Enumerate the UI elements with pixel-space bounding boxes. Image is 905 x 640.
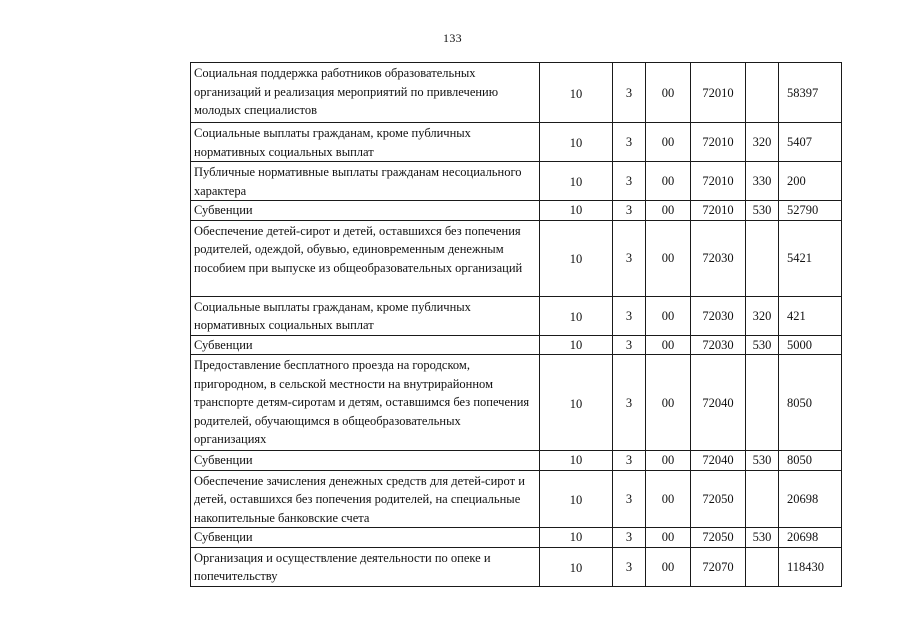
- cell-vr: 330: [746, 162, 779, 201]
- cell-vr: 530: [746, 201, 779, 221]
- table-row: [191, 528, 842, 548]
- cell-amount: 20698: [779, 470, 842, 528]
- table-row: [191, 162, 842, 201]
- table-row: [191, 63, 842, 123]
- cell-csr: 72050: [691, 528, 746, 548]
- cell-rz: 10: [540, 162, 613, 201]
- cell-amount: 52790: [779, 201, 842, 221]
- row-name: Социальная поддержка работников образовательных организаций и реализация мероприятий по привлечению молодых специалистов: [191, 63, 540, 123]
- table-row: [191, 547, 842, 586]
- cell-pr: 3: [613, 355, 646, 451]
- cell-csr: 72010: [691, 123, 746, 162]
- row-name: Предоставление бесплатного проезда на городском, пригородном, в сельской местности на внутрирайонном транспорте детям-сиротам и детям, оставшимся без попечения родителей, обучающимся в общеобразовательных организациях: [191, 355, 540, 451]
- cell-pr: 3: [613, 528, 646, 548]
- row-name: Обеспечение зачисления денежных средств для детей-сирот и детей, оставшихся без попечения родителей, на специальные накопительные банковские счета: [191, 470, 540, 528]
- cell-pr: 3: [613, 162, 646, 201]
- cell-rz: 10: [540, 296, 613, 335]
- cell-vr: [746, 63, 779, 123]
- cell-rz: 10: [540, 451, 613, 471]
- cell-amount: 5407: [779, 123, 842, 162]
- table-row: [191, 220, 842, 296]
- cell-csr: 72070: [691, 547, 746, 586]
- row-name: Социальные выплаты гражданам, кроме публичных нормативных социальных выплат: [191, 296, 540, 335]
- cell-rz: 10: [540, 63, 613, 123]
- cell-sub: 00: [646, 451, 691, 471]
- cell-pr: 3: [613, 335, 646, 355]
- cell-rz: 10: [540, 335, 613, 355]
- cell-rz: 10: [540, 547, 613, 586]
- cell-pr: 3: [613, 470, 646, 528]
- cell-sub: 00: [646, 162, 691, 201]
- cell-amount: 58397: [779, 63, 842, 123]
- cell-vr: 530: [746, 451, 779, 471]
- cell-pr: 3: [613, 451, 646, 471]
- cell-csr: 72010: [691, 63, 746, 123]
- cell-rz: 10: [540, 355, 613, 451]
- cell-amount: 8050: [779, 451, 842, 471]
- table-row: [191, 123, 842, 162]
- table-row: [191, 451, 842, 471]
- cell-csr: 72030: [691, 220, 746, 296]
- cell-csr: 72030: [691, 296, 746, 335]
- table-body: [191, 63, 842, 587]
- cell-vr: 530: [746, 335, 779, 355]
- cell-pr: 3: [613, 220, 646, 296]
- cell-amount: 5000: [779, 335, 842, 355]
- cell-csr: 72010: [691, 201, 746, 221]
- table-row: [191, 201, 842, 221]
- cell-sub: 00: [646, 201, 691, 221]
- row-name: Субвенции: [191, 528, 540, 548]
- page-number: 133: [443, 31, 462, 45]
- table-row: [191, 296, 842, 335]
- cell-pr: 3: [613, 296, 646, 335]
- cell-rz: 10: [540, 528, 613, 548]
- cell-amount: 5421: [779, 220, 842, 296]
- cell-vr: 320: [746, 296, 779, 335]
- cell-sub: 00: [646, 296, 691, 335]
- cell-csr: 72010: [691, 162, 746, 201]
- cell-sub: 00: [646, 123, 691, 162]
- cell-pr: 3: [613, 123, 646, 162]
- cell-sub: 00: [646, 528, 691, 548]
- cell-rz: 10: [540, 220, 613, 296]
- cell-csr: 72030: [691, 335, 746, 355]
- cell-sub: 00: [646, 335, 691, 355]
- row-name: Обеспечение детей-сирот и детей, оставшихся без попечения родителей, одеждой, обувью, единовременным денежным пособием при выпуске из общеобразовательных организаций: [191, 220, 540, 296]
- cell-pr: 3: [613, 201, 646, 221]
- row-name: Социальные выплаты гражданам, кроме публичных нормативных социальных выплат: [191, 123, 540, 162]
- cell-rz: 10: [540, 201, 613, 221]
- cell-rz: 10: [540, 470, 613, 528]
- cell-sub: 00: [646, 63, 691, 123]
- row-name: Субвенции: [191, 451, 540, 471]
- row-name: Субвенции: [191, 335, 540, 355]
- cell-amount: 20698: [779, 528, 842, 548]
- row-name: Публичные нормативные выплаты гражданам несоциального характера: [191, 162, 540, 201]
- cell-sub: 00: [646, 547, 691, 586]
- cell-csr: 72040: [691, 355, 746, 451]
- cell-amount: 118430: [779, 547, 842, 586]
- cell-sub: 00: [646, 470, 691, 528]
- cell-amount: 8050: [779, 355, 842, 451]
- cell-csr: 72050: [691, 470, 746, 528]
- cell-vr: [746, 470, 779, 528]
- table-row: [191, 355, 842, 451]
- cell-amount: 421: [779, 296, 842, 335]
- table-row: [191, 470, 842, 528]
- cell-vr: [746, 220, 779, 296]
- cell-vr: [746, 355, 779, 451]
- cell-sub: 00: [646, 355, 691, 451]
- cell-vr: 320: [746, 123, 779, 162]
- cell-rz: 10: [540, 123, 613, 162]
- cell-sub: 00: [646, 220, 691, 296]
- cell-vr: [746, 547, 779, 586]
- table-row: [191, 335, 842, 355]
- cell-pr: 3: [613, 547, 646, 586]
- row-name: Субвенции: [191, 201, 540, 221]
- budget-table: [190, 62, 842, 587]
- cell-csr: 72040: [691, 451, 746, 471]
- row-name: Организация и осуществление деятельности по опеке и попечительству: [191, 547, 540, 586]
- cell-amount: 200: [779, 162, 842, 201]
- cell-vr: 530: [746, 528, 779, 548]
- cell-pr: 3: [613, 63, 646, 123]
